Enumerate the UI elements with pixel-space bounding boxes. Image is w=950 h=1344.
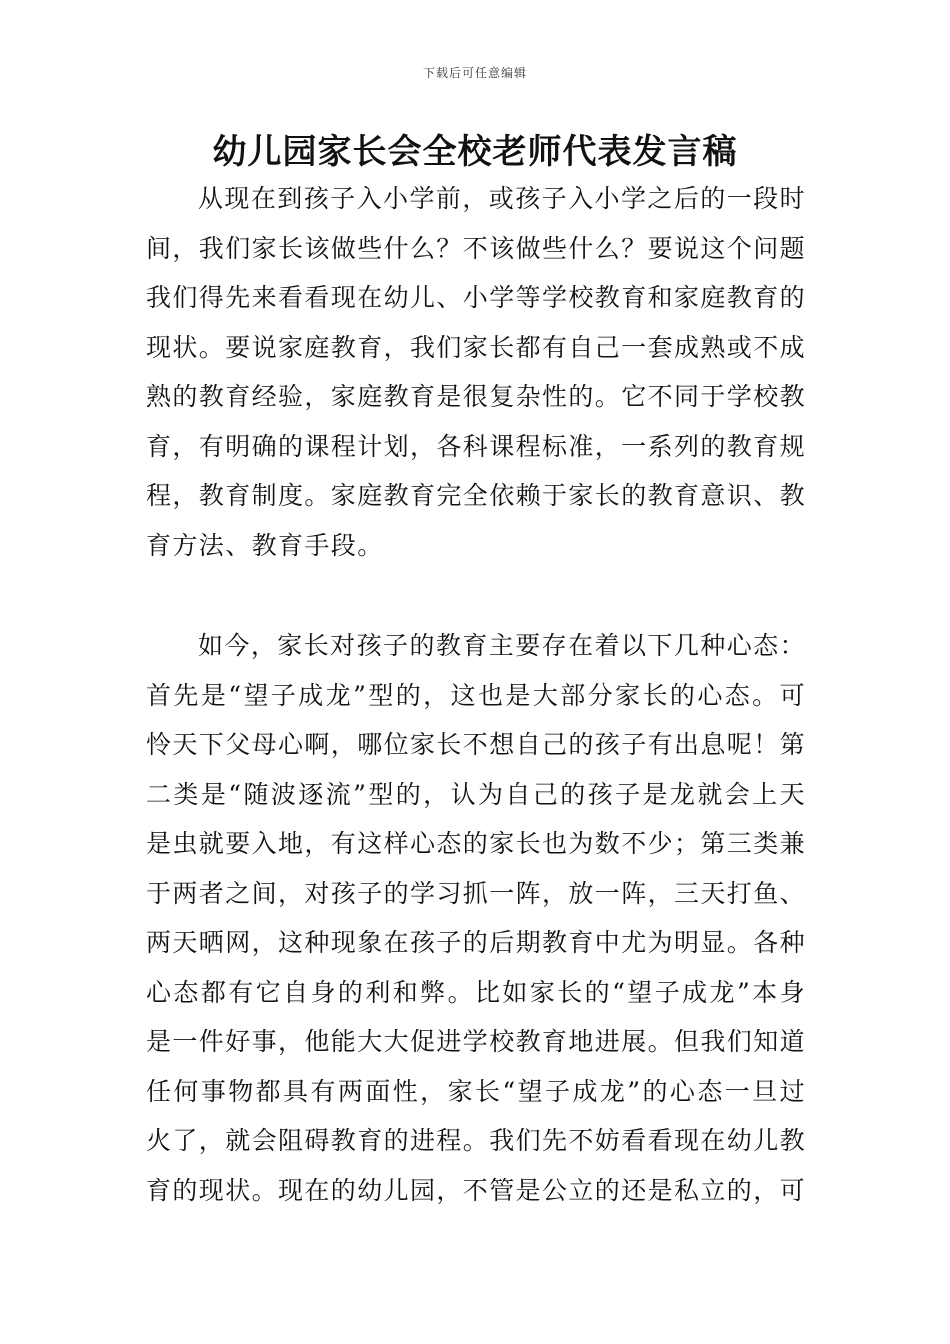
paragraph-2: 如今，家长对孩子的教育主要存在着以下几种心态：首先是“望子成龙”型的，这也是大部分家长的心态。可怜天下父母心啊，哪位家长不想自己的孩子有出息呢！第二类是“随波逐流”型的，认为自己的孩子是龙就会上天是虫就要入地，有这样心态的家长也为数不少；第三类兼于两者之间，对孩子的学习抓一阵，放一阵，三天打鱼、两天晒网，这种现象在孩子的后期教育中尤为明显。各种心态都有它自身的利和弊。比如家长的“望子成龙”本身是一件好事，他能大大促进学校教育地进展。但我们知道任何事物都具有两面性，家长“望子成龙”的心态一旦过火了，就会阻碍教育的进程。我们先不妨看看现在幼儿教育的现状。现在的幼儿园，不管是公立的还是私立的，可	[146, 631, 807, 1205]
paragraph-1: 从现在到孩子入小学前，或孩子入小学之后的一段时间，我们家长该做些什么？不该做些什么？要说这个问题我们得先来看看现在幼儿、小学等学校教育和家庭教育的现状。要说家庭教育，我们家长都有自己一套成熟或不成熟的教育经验，家庭教育是很复杂性的。它不同于学校教育，有明确的课程计划，各科课程标准，一系列的教育规程，教育制度。家庭教育完全依赖于家长的教育意识、教育方法、教育手段。	[146, 184, 807, 560]
page-title: 幼儿园家长会全校老师代表发言稿	[212, 132, 738, 172]
editable-notice: 下载后可任意编辑	[422, 66, 527, 80]
